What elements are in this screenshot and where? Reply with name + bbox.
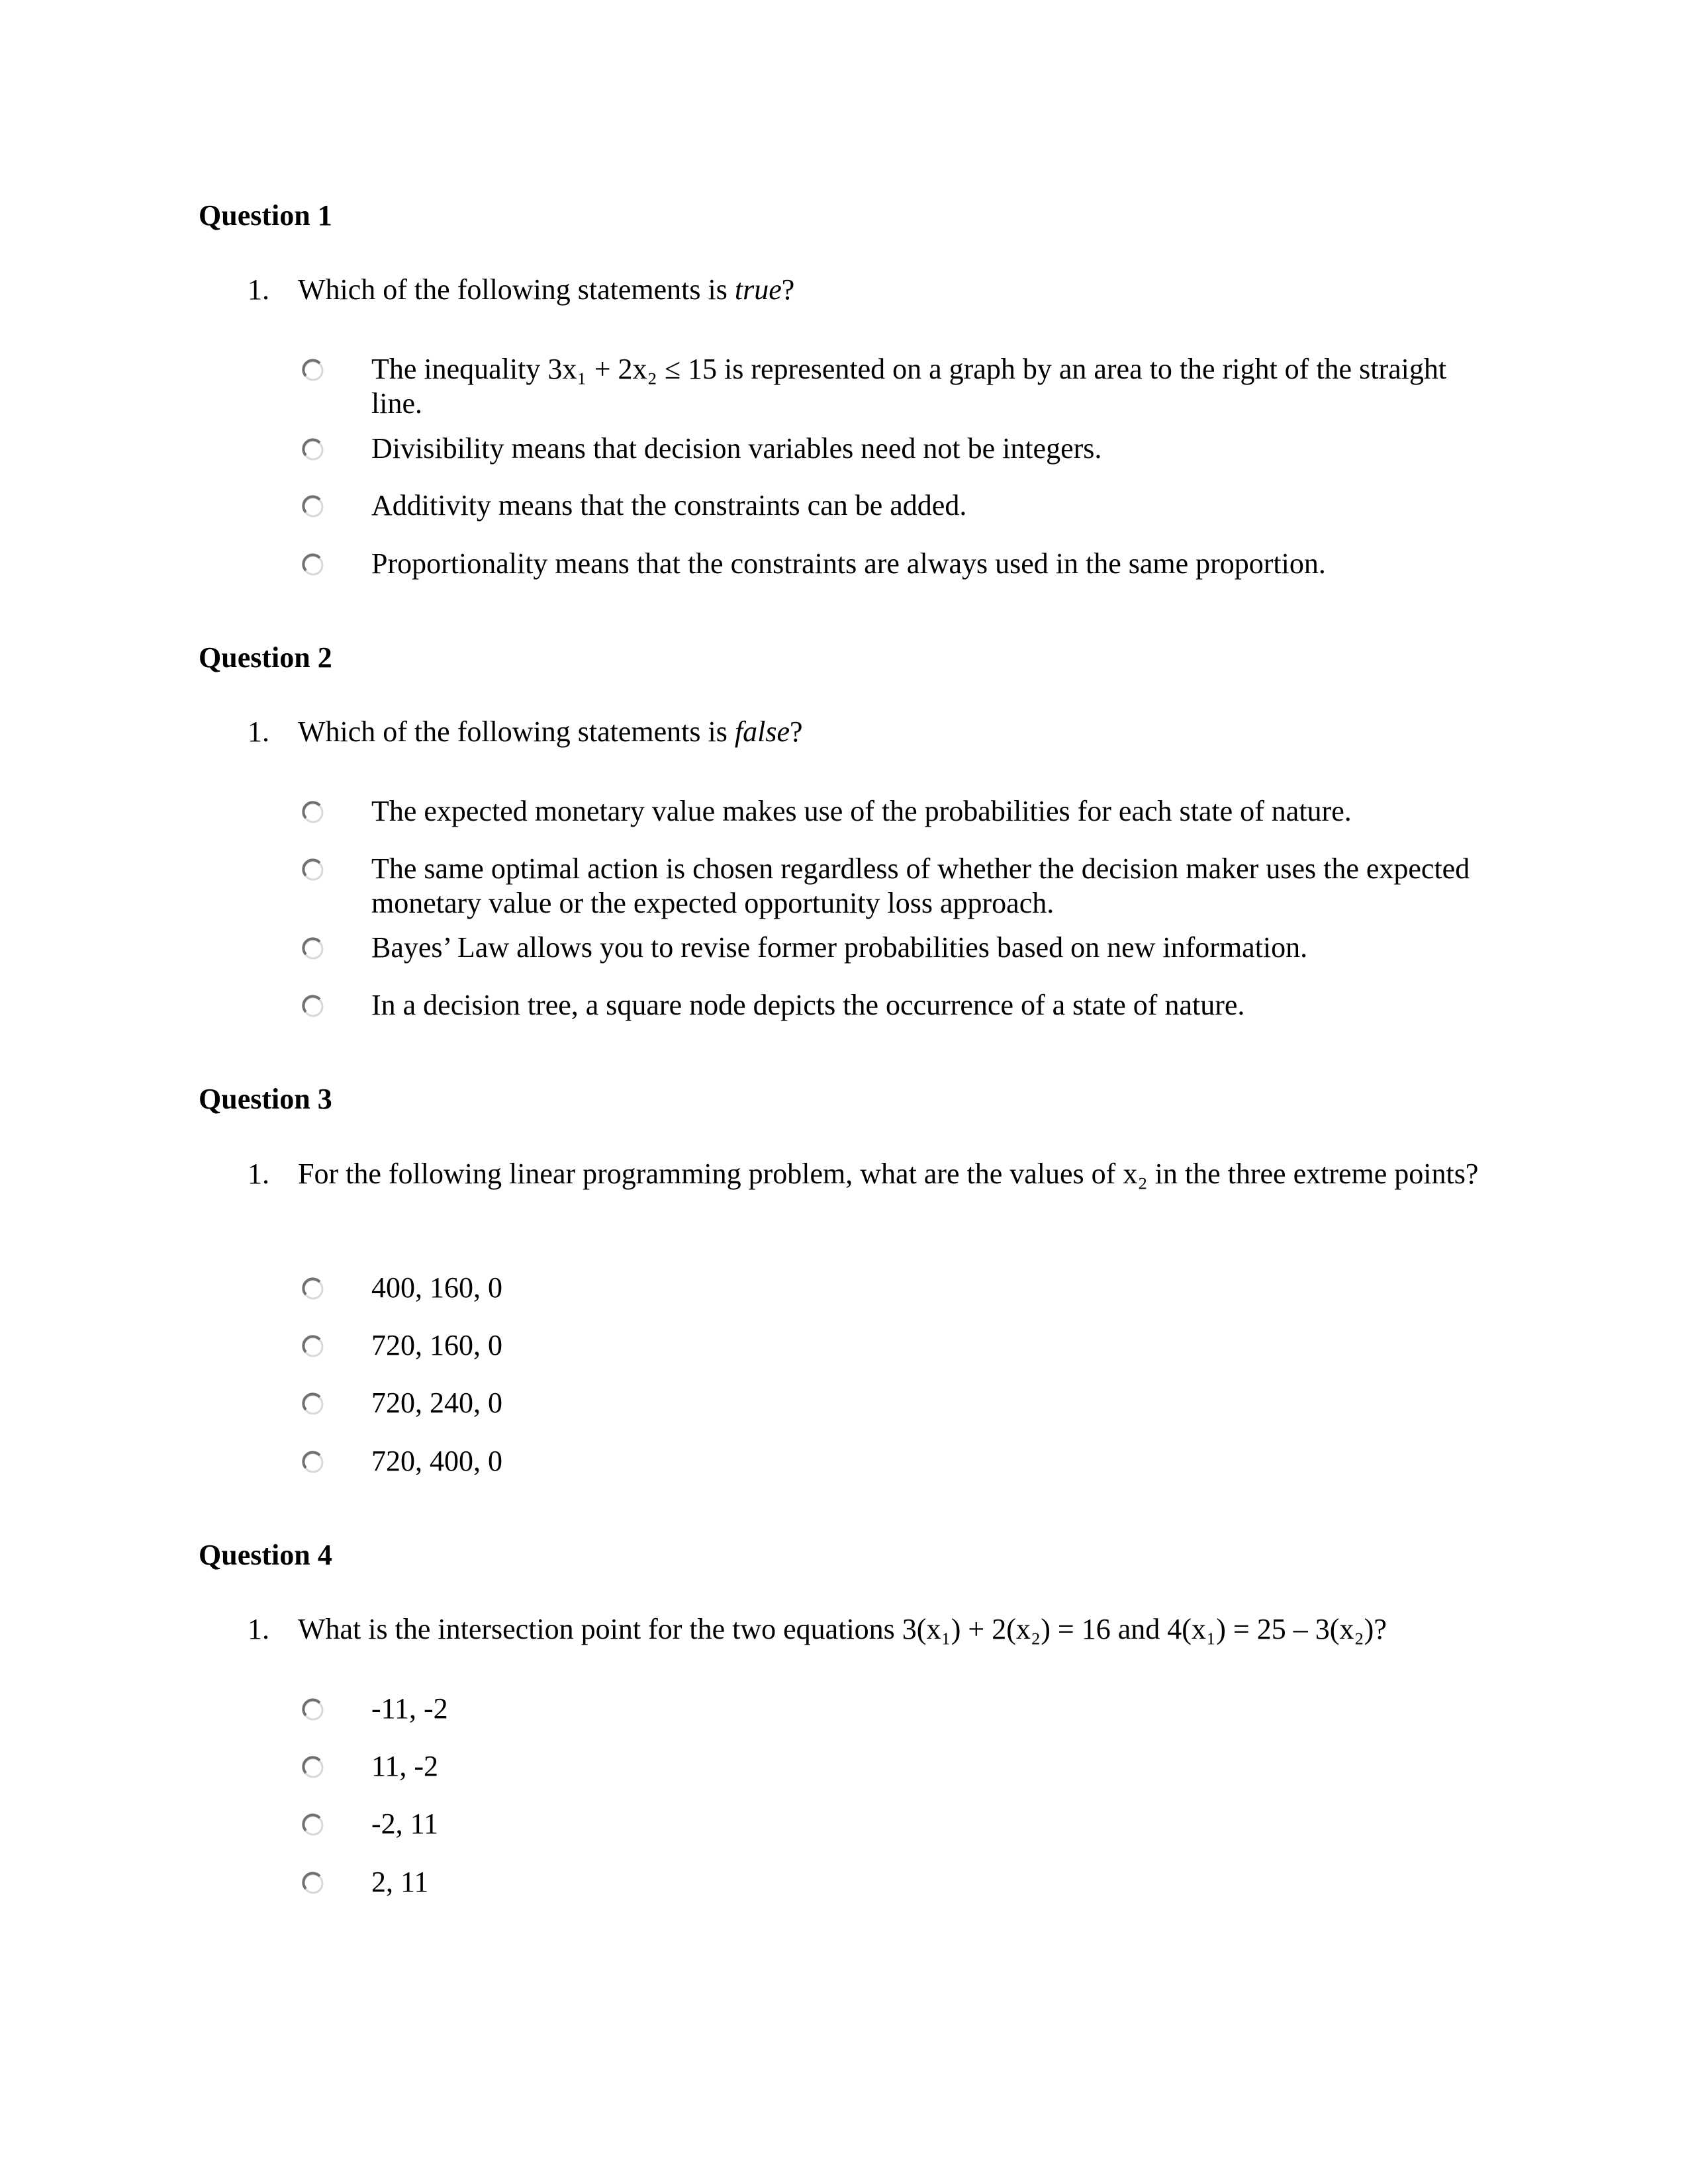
option-label: 720, 400, 0 [371,1445,502,1477]
question-prompt: Which of the following statements is true? [298,273,795,306]
option-label: -2, 11 [371,1807,439,1840]
answer-option[interactable] [301,1444,1506,1479]
question-number: 1. [248,273,269,306]
option-label: -11, -2 [371,1692,448,1725]
radio-button-icon[interactable] [301,995,325,1019]
radio-button-icon[interactable] [301,438,325,462]
option-label: 2, 11 [371,1866,429,1898]
option-label: 720, 240, 0 [371,1387,502,1419]
answer-option[interactable] [301,1692,1506,1726]
answer-option[interactable] [301,1328,1506,1363]
answer-option[interactable] [301,988,1506,1023]
answer-option[interactable] [301,1865,1506,1899]
option-label: In a decision tree, a square node depicts the occurrence of a state of nature. [371,989,1245,1021]
radio-button-icon[interactable] [301,858,325,882]
option-label: Divisibility means that decision variables need not be integers. [371,432,1102,465]
option-label: Bayes’ Law allows you to revise former probabilities based on new information. [371,931,1308,964]
question-heading: Question 4 [199,1539,332,1571]
radio-button-icon[interactable] [301,553,325,577]
question-number: 1. [248,1613,269,1645]
option-label: The same optimal action is chosen regardless of whether the decision maker uses the expected monetary value or the expected opportunity loss approach. [371,852,1470,919]
question-number: 1. [248,715,269,748]
answer-option[interactable] [301,432,1506,466]
answer-option[interactable] [301,547,1506,581]
question-prompt: Which of the following statements is false? [298,715,803,748]
radio-button-icon[interactable] [301,359,325,383]
question-heading: Question 3 [199,1083,332,1115]
radio-button-icon[interactable] [301,1698,325,1722]
radio-button-icon[interactable] [301,937,325,961]
question-number: 1. [248,1158,269,1190]
radio-button-icon[interactable] [301,1335,325,1359]
answer-option[interactable] [301,352,1506,420]
radio-button-icon[interactable] [301,1277,325,1301]
question-prompt: For the following linear programming problem, what are the values of x₂ in the three extreme points? [298,1158,1479,1190]
radio-button-icon[interactable] [301,1813,325,1837]
radio-button-icon[interactable] [301,1451,325,1475]
radio-button-icon[interactable] [301,1392,325,1416]
answer-option[interactable] [301,488,1506,523]
answer-option[interactable] [301,794,1506,829]
radio-button-icon[interactable] [301,801,325,825]
answer-option[interactable] [301,1749,1506,1784]
question-heading: Question 1 [199,199,332,232]
answer-option[interactable] [301,852,1506,919]
question-prompt: What is the intersection point for the two equations 3(x₁) + 2(x₂) = 16 and 4(x₁) = 25 – 3(x₂)? [298,1613,1387,1645]
answer-option[interactable] [301,931,1506,965]
radio-button-icon[interactable] [301,495,325,519]
option-label: 720, 160, 0 [371,1329,502,1361]
question-heading: Question 2 [199,641,332,674]
option-label: The inequality 3x₁ + 2x₂ ≤ 15 is represented on a graph by an area to the right of the straight line. [371,353,1447,420]
radio-button-icon[interactable] [301,1872,325,1895]
answer-option[interactable] [301,1807,1506,1841]
radio-button-icon[interactable] [301,1756,325,1780]
option-label: Additivity means that the constraints can be added. [371,489,967,522]
answer-option[interactable] [301,1271,1506,1305]
answer-option[interactable] [301,1386,1506,1420]
option-label: 400, 160, 0 [371,1271,502,1304]
option-label: 11, -2 [371,1750,439,1782]
option-label: The expected monetary value makes use of the probabilities for each state of nature. [371,795,1352,827]
option-label: Proportionality means that the constraints are always used in the same proportion. [371,547,1326,580]
